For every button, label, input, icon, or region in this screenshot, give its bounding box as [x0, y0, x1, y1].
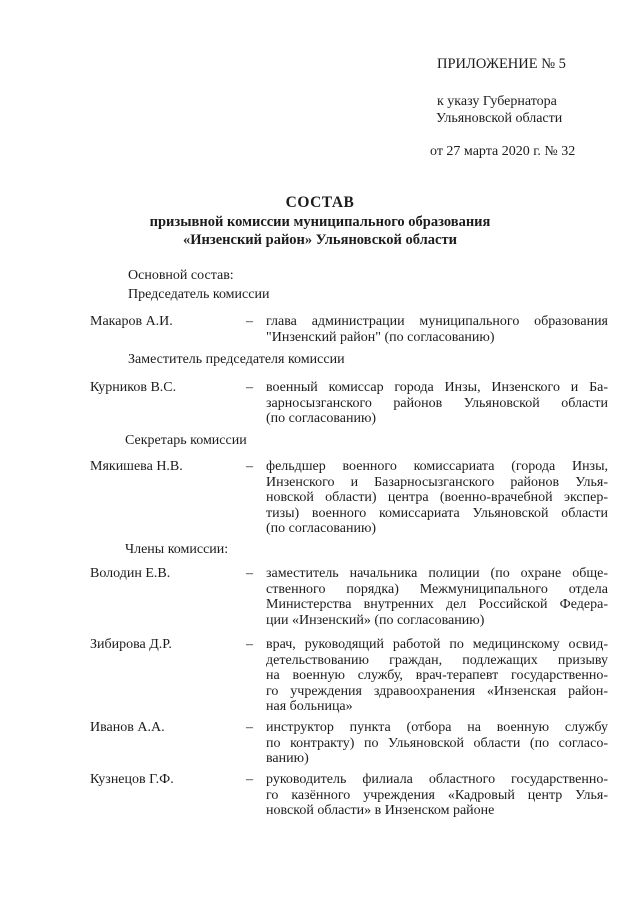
role-line: новской области) центра (военно-врачебной экспер- — [266, 490, 608, 506]
section-main-composition: Основной состав: — [128, 268, 234, 283]
role-line: Министерства внутренних дел Российской Федера- — [266, 597, 608, 613]
role-line: заместитель начальника полиции (по охране обще- — [266, 566, 608, 581]
member-name: Зибирова Д.Р. — [90, 637, 172, 652]
role-line: тизы) военного комиссариата Ульяновской области — [266, 505, 608, 521]
role-line: врач, руководящий работой по медицинскому освид- — [266, 637, 608, 652]
role-line: детельствованию граждан, подлежащих призыву — [266, 652, 608, 668]
member-role — [266, 380, 608, 427]
role-line: Инзенского и Базарносызганского районов Улья- — [266, 474, 608, 490]
dash: – — [246, 566, 253, 581]
member-name: Макаров А.И. — [90, 314, 173, 329]
role-line: военный комиссар города Инзы, Инзенского и Ба- — [266, 380, 608, 395]
section-chairman: Председатель комиссии — [128, 287, 270, 302]
title-line-1: призывной комиссии муниципального образования — [149, 214, 491, 230]
section-members: Члены комиссии: — [125, 542, 229, 557]
role-line: руководитель филиала областного государственно- — [266, 772, 608, 787]
role-line: ная больница» — [266, 699, 353, 715]
dash: – — [246, 637, 253, 652]
decree-line-2: Ульяновской области — [436, 111, 563, 126]
dash: – — [246, 459, 253, 474]
member-name: Курников В.С. — [90, 380, 177, 395]
role-line: го казённого учреждения «Кадровый центр Улья- — [266, 787, 608, 803]
role-line: ственного порядка) Межмуниципального отдела — [266, 581, 608, 597]
dash: – — [246, 720, 253, 735]
role-line: ции «Инзенский» (по согласованию) — [266, 612, 485, 628]
member-role — [266, 314, 608, 345]
role-line: новской области» в Инзенском районе — [266, 803, 495, 819]
member-role — [266, 772, 608, 819]
section-secretary: Секретарь комиссии — [125, 433, 247, 448]
decree-line-1: к указу Губернатора — [437, 94, 557, 109]
role-line: инструктор пункта (отбора на военную службу — [266, 720, 608, 735]
role-line: (по согласованию) — [266, 411, 377, 427]
member-role — [266, 459, 608, 537]
dash: – — [246, 380, 253, 395]
role-line: на военную службу, врач-терапевт государственно- — [266, 668, 608, 684]
role-line: го учреждения здравоохранения «Инзенская район- — [266, 683, 608, 699]
role-line: ванию) — [266, 751, 309, 767]
member-name: Володин Е.В. — [90, 566, 171, 581]
date-line: от 27 марта 2020 г. № 32 — [430, 144, 576, 159]
dash: – — [246, 772, 253, 787]
role-line: фельдшер военного комиссариата (города Инзы, — [266, 459, 608, 474]
role-line: зарносызганского районов Ульяновской области — [266, 395, 608, 411]
section-deputy: Заместитель председателя комиссии — [128, 352, 345, 367]
member-name: Кузнецов Г.Ф. — [90, 772, 174, 787]
member-role — [266, 720, 608, 767]
member-role — [266, 566, 608, 628]
role-line: (по согласованию) — [266, 521, 377, 537]
role-line: по контракту) по Ульяновской области (по согласо- — [266, 735, 608, 751]
document-title: СОСТАВ — [285, 194, 355, 211]
member-name: Иванов А.А. — [90, 720, 165, 735]
member-name: Мякишева Н.В. — [90, 459, 183, 474]
member-role — [266, 637, 608, 715]
title-line-2: «Инзенский район» Ульяновской области — [183, 232, 457, 248]
role-line: "Инзенский район" (по согласованию) — [266, 329, 495, 345]
appendix-label: ПРИЛОЖЕНИЕ № 5 — [437, 56, 566, 72]
role-line: глава администрации муниципального образования — [266, 314, 608, 329]
dash: – — [246, 314, 253, 329]
